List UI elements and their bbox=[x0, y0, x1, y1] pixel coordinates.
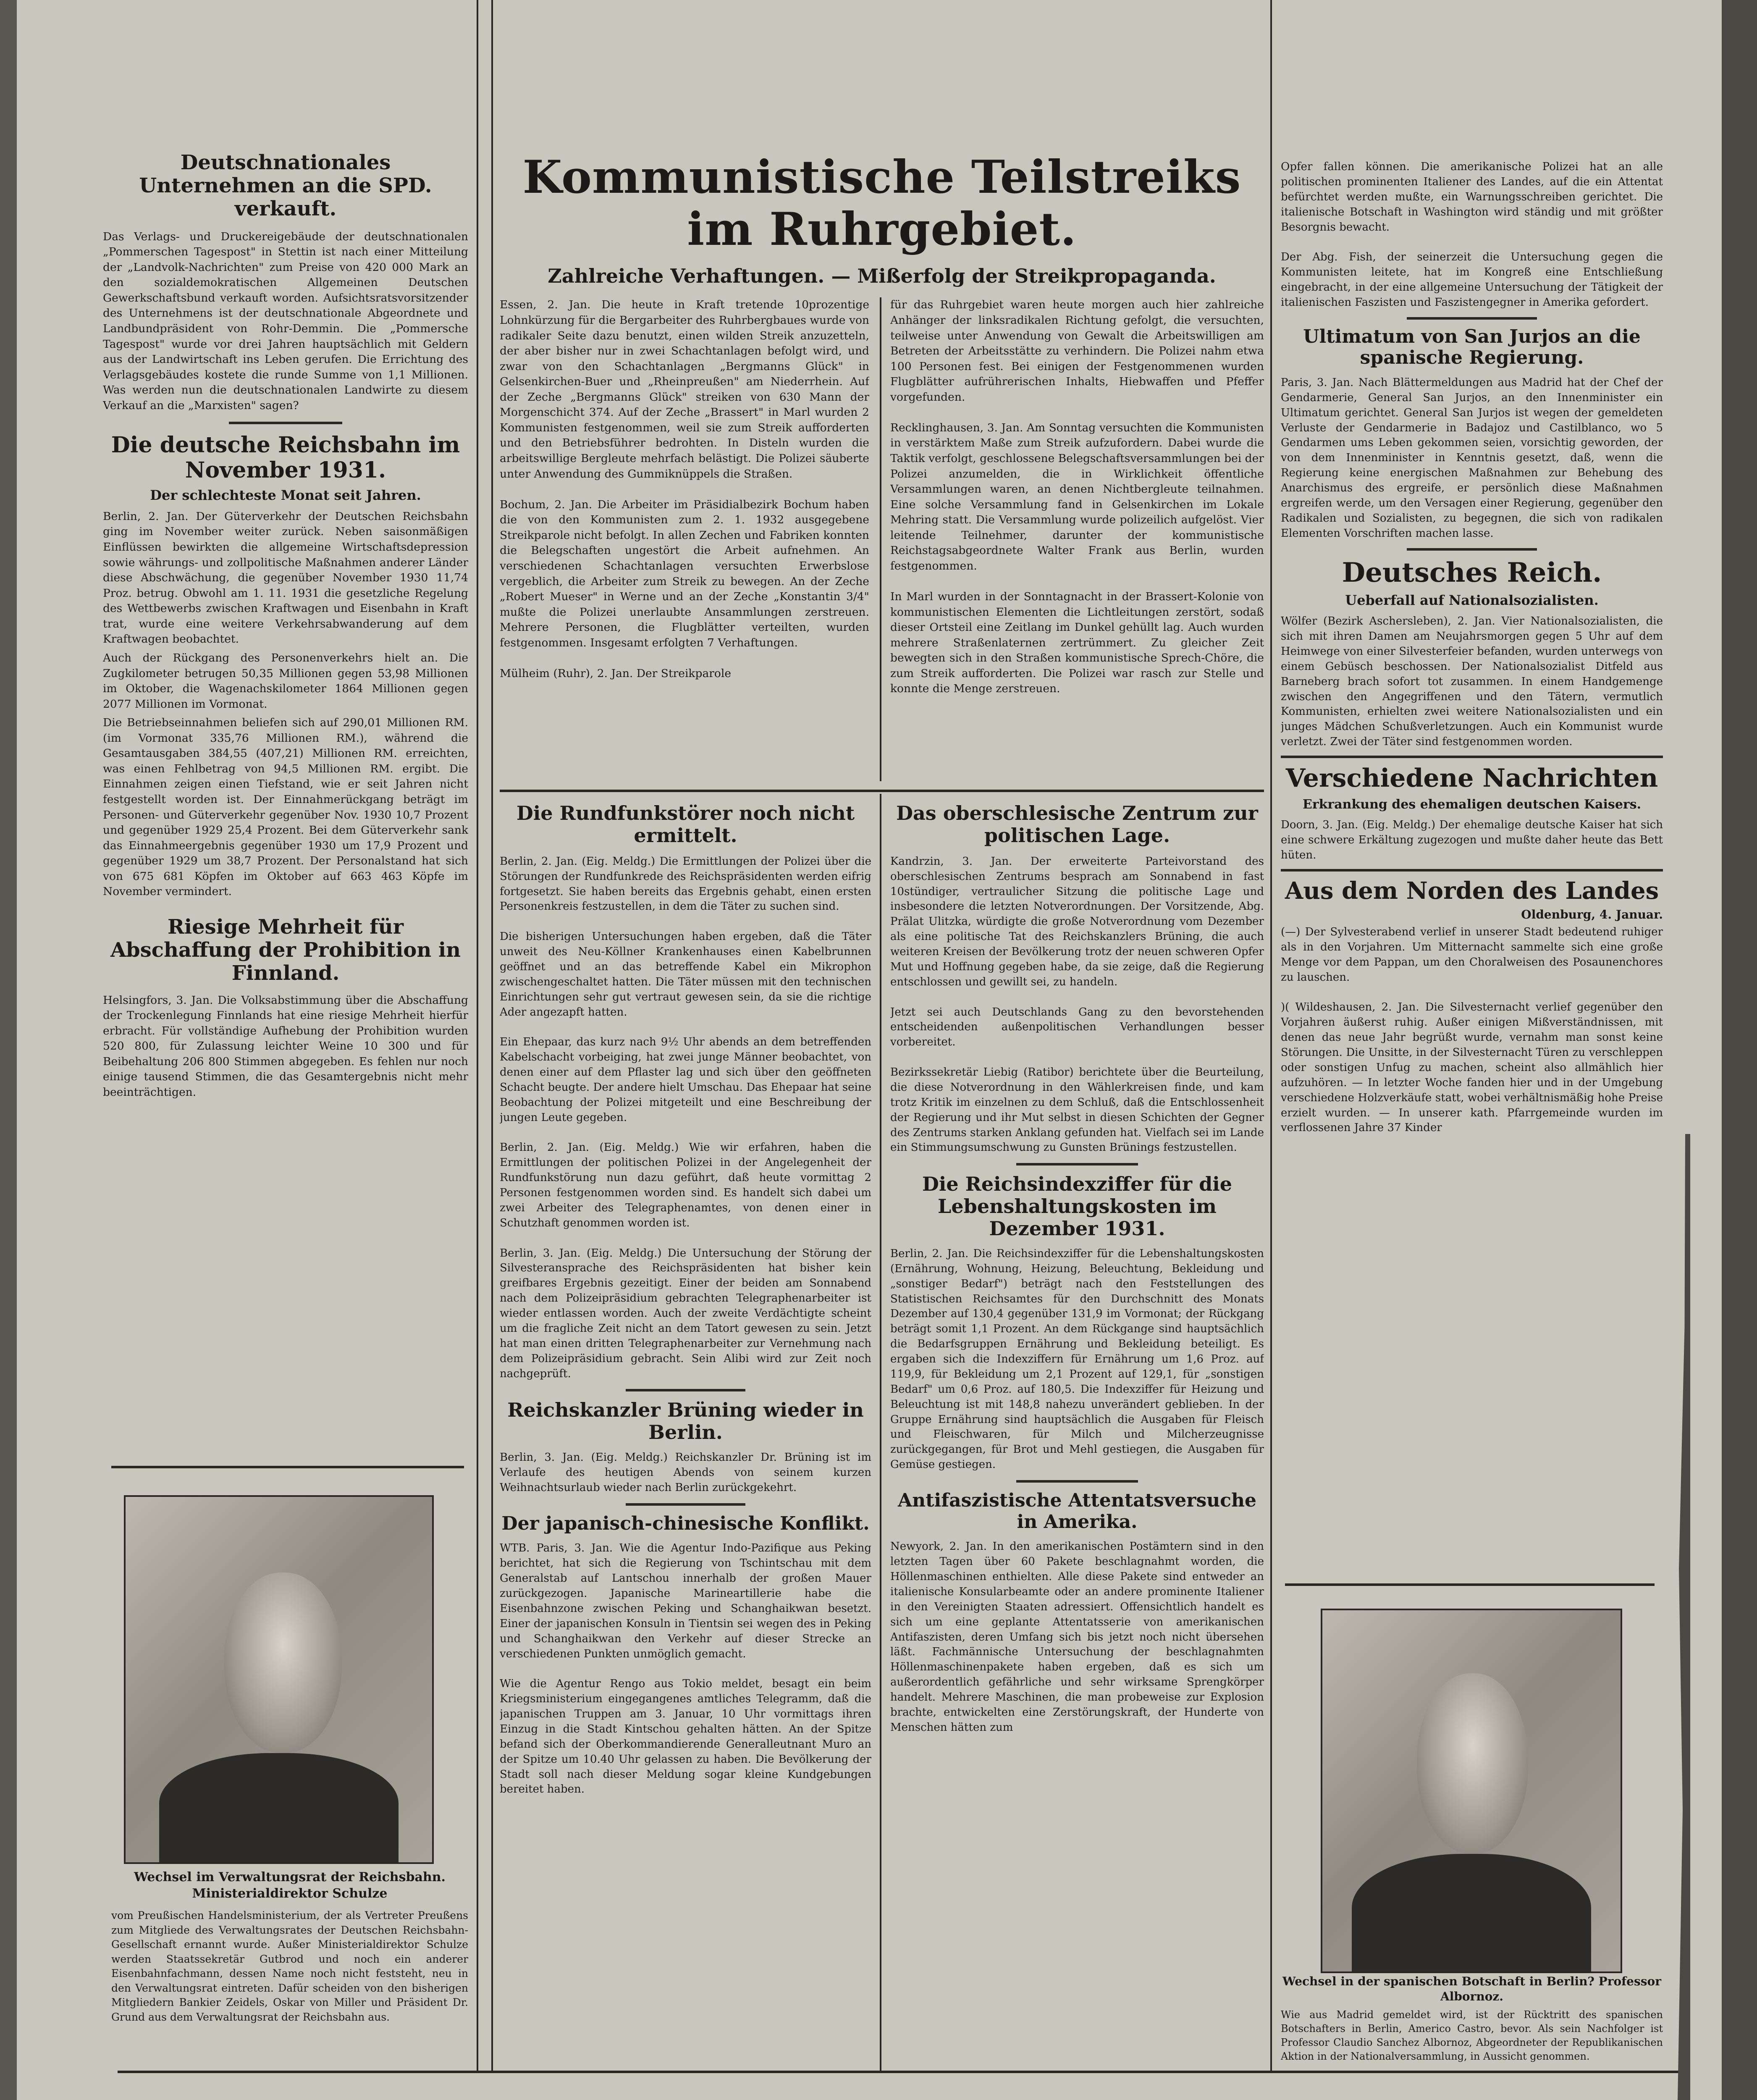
article-headline: Die deutsche Reichsbahn im November 1931. bbox=[111, 432, 460, 483]
article-divider bbox=[1407, 548, 1537, 551]
left-photo-text bbox=[111, 1869, 468, 2071]
right-photo-text bbox=[1281, 1974, 1663, 2071]
article-body: Das Verlags- und Druckereigebäude der deutschnationalen „Pommerschen Tagespost" in Stettin ist nach einer Mitteilung der „Landvolk-Nachrichten" zum Preise von 420 000 Mark an den sozialdemokratischen Allgemeinen Deutschen Gewerkschaftsbund verkauft worden. Aufsichtsratsvorsitzender des Unternehmens ist der deutschnationale Abgeordnete und Landbundpräsident von Rohr-Demmin. Die „Pommersche Tagespost" wurde vor drei Jahren hauptsächlich mit Geldern aus der Landwirtschaft ins Leben gerufen. Die Errichtung des Verlagsgebäudes kostete die runde Summe von 1,1 Millionen. Was werden nun die deutschnationalen Landwirte zu diesem Verkauf an die „Marxisten" sagen? bbox=[103, 230, 468, 412]
column-rule bbox=[491, 0, 493, 2071]
article-body: für das Ruhrgebiet waren heute morgen auch hier zahlreiche Anhänger der linksradikalen Richtung gefolgt, die versuchten, teilweise unter Anwendung von Gewalt die Arbeitswilligen am Betreten der Arbeitsstätte zu verhindern. Die Polizei nahm etwa 100 Personen fest. Bei einigen der Festgenommenen wurden Flugblätter aufrührerischen Inhalts, Hiebwaffen und Pfeffer vorgefunden. Recklinghausen, 3. Jan. Am Sonntag versuchten die Kommunisten in verstärktem Maße zum Streik aufzufordern. Dabei wurde die Taktik verfolgt, geschlossene Belegschaftsversammlungen bei der Polizei anzumelden, die in Wirklichkeit öffentliche Versammlungen waren, an denen Nichtbergleute teilnahmen. Eine solche Versammlung fand in Gelsenkirchen im Lokale Mehring statt. Die Versammlung wurde polizeilich aufgelöst. Vier leitende Teilnehmer, darunter der kommunistische Reichstagsabgeordnete Walter Frank aus Berlin, wurden festgenommen. In Marl wurden in der Sonntagnacht in der Brassert-Kolonie von kommunistischen Elementen die Lichtleitungen zerstört, sodaß dieser Ortsteil eine Zeitlang im Dunkel gehüllt lag. Auch wurden mehrere Straßenlaternen zertrümmert. Zu gleicher Zeit bewegten sich in den Straßen kommunistische Sprech-Chöre, die zum Streik aufforderten. Die Polizei war rasch zur Stelle und konnte die Menge zerstreuen. bbox=[890, 298, 1264, 696]
column-rule bbox=[1270, 0, 1272, 2071]
article-divider bbox=[229, 422, 342, 424]
newspaper-page bbox=[17, 0, 1722, 2100]
article-body: Kandrzin, 3. Jan. Der erweiterte Parteivorstand des oberschlesischen Zentrums besprach am Sonnabend in fast 10stündiger, vertraulicher Sitzung die politische Lage und insbesondere die letzten Notverordnungen. Der Vorsitzende, Abg. Prälat Ulitzka, würdigte die große Notverordnung vom Dezember als eine politische Tat des Reichskanzlers Brüning, die auch weiteren Kreisen der Bevölkerung trotz der neuen schweren Opfer Mut und Hoffnung gegeben habe, da sie zeige, daß die Regierung entschlossen und gewillt sei, zu handeln. Jetzt sei auch Deutschlands Gang zu den bevorstehenden entscheidenden außenpolitischen Verhandlungen besser vorbereitet. Bezirkssekretär Liebig (Ratibor) berichtete über die Beurteilung, die diese Notverordnung in den Wählerkreisen finde, und kam trotz Kritik im einzelnen zu dem Schluß, daß die Entschlossenheit der Regierung und ihr Mut selbst in diesen Schichten der Gegner des Zentrums starken Anklang gefunden hat. Vielfach sei im Lande ein Stimmungsumschwung zu Gunsten Brünings festzustellen. bbox=[890, 855, 1264, 1154]
article-body: Berlin, 2. Jan. (Eig. Meldg.) Die Ermittlungen der Polizei über die Störungen der Rundfunkrede des Reichspräsidenten werden eifrig fortgesetzt. Sie haben bereits das Ergebnis gehabt, einen ersten Personenkreis festzustellen, in dem die Täter zu suchen sind. Die bisherigen Untersuchungen haben ergeben, daß die Täter unweit des Neu-Köllner Krankenhauses einen Kabelbrunnen geöffnet und an das betreffende Kabel ein Mikrophon zwischengeschaltet hatten. Die Täter müssen mit den technischen Einrichtungen sehr gut vertraut gewesen sein, da sie die richtige Ader angezapft hatten. Ein Ehepaar, das kurz nach 9½ Uhr abends an dem betreffenden Kabelschacht vorbeiging, hat zwei junge Männer beobachtet, von denen einer auf dem Pflaster lag und sich über den geöffneten Schacht beugte. Der andere hielt Umschau. Das Ehepaar hat seine Beobachtung der Polizei mitgeteilt und eine Beschreibung der jungen Leute gegeben. Berlin, 2. Jan. (Eig. Meldg.) Wie wir erfahren, haben die Ermittlungen der politischen Polizei in der Angelegenheit der Rundfunkstörung nun dazu geführt, daß heute vormittag 2 Personen festgenommen worden sind. Es handelt sich dabei um zwei Arbeiter des Telegraphenamtes, von denen einer in Schutzhaft genommen worden ist. Berlin, 3. Jan. (Eig. Meldg.) Die Untersuchung der Störung der Silvesteransprache des Reichspräsidenten hat bisher kein greifbares Ergebnis gezeitigt. Einer der beiden am Sonnabend nach dem Polizeipräsidium gebrachten Telegraphenarbeiter ist wieder entlassen worden. Auch der zweite Verdächtigte scheint um die fragliche Zeit nicht an dem Tatort gewesen zu sein. Jetzt hat man einen dritten Telegraphenarbeiter zur Vernehmung nach dem Polizeipräsidium gebracht. Sein Alibi wird zur Zeit noch nachgeprüft. bbox=[500, 855, 871, 1380]
photo-caption: Wechsel in der spanischen Botschaft in Berlin? Professor Albornoz. bbox=[1282, 1974, 1661, 2004]
left-column bbox=[103, 151, 468, 1462]
article-subheadline: Erkrankung des ehemaligen deutschen Kaisers. bbox=[1302, 797, 1642, 812]
ad-top-border bbox=[118, 2071, 1688, 2073]
banner-headline: Kommunistische Teilstreiks im Ruhrgebiet. bbox=[522, 151, 1241, 256]
article-divider bbox=[1281, 869, 1663, 872]
article-body: (—) Der Sylvesterabend verlief in unserer Stadt bedeutend ruhiger als in den Vorjahren. Um Mitternacht sammelte sich eine große Menge vor dem Pappan, um den Choralweisen des Posaunenchores zu lauschen. )( Wildeshausen, 2. Jan. Die Silvesternacht verlief gegenüber den Vorjahren äußerst ruhig. Außer einigen Mißverständnissen, mit denen das neue Jahr begrüßt wurde, vernahm man sonst keine Störungen. Die Unsitte, in der Silvesternacht Türen zu verschleppen oder sonstigen Unfug zu machen, scheint also allmählich hier aufzuhören. — In letzter Woche fanden hier und in der Umgebung verschiedene Holzverkäufe statt, wobei verhältnismäßig hohe Preise erzielt wurden. — In unserer kath. Pfarrgemeinde wurden im verflossenen Jahre 37 Kinder bbox=[1281, 926, 1663, 1134]
portrait-face bbox=[1417, 1673, 1528, 1854]
photo-caption: Wechsel im Verwaltungsrat der Reichsbahn. Ministerialdirektor Schulze bbox=[134, 1870, 446, 1901]
article-divider bbox=[626, 1389, 745, 1391]
portrait-photo-albornoz bbox=[1321, 1609, 1622, 1973]
photo-body: Wie aus Madrid gemeldet wird, ist der Rücktritt des spanischen Botschafters in Berlin, Americo Castro, bevor. Als sein Nachfolger ist Professor Claudio Sanchez Albornoz, Abgeordneter der Republikanischen Aktion in der Nationalversammlung, in Aussicht genommen. bbox=[1281, 2008, 1663, 2063]
article-body: Newyork, 2. Jan. In den amerikanischen Postämtern sind in den letzten Tagen über 60 Pakete beschlagnahmt worden, die Höllenmaschinen enthielten. Alle diese Pakete sind entweder an italienische Konsularbeamte oder an andere prominente Italiener in den Vereinigten Staaten adressiert. Offensichtlich handelt es sich um eine geplante Attentatsserie von amerikanischen Antifaszisten, deren Umfang sich bis jetzt noch nicht übersehen läßt. Fachmännische Untersuchung der beschlagnahmten Höllenmaschinenpakete haben ergeben, daß es sich um außerordentlich gefährliche und sehr wirksame Sprengkörper handelt. Mehrere Maschinen, die man probeweise zur Explosion brachte, entwickelten eine Zerstörungskraft, der Hunderte von Menschen hätten zum bbox=[890, 1540, 1264, 1734]
article-headline: Das oberschlesische Zentrum zur politischen Lage. bbox=[896, 802, 1258, 847]
article-body: Paris, 3. Jan. Nach Blättermeldungen aus Madrid hat der Chef der Gendarmerie, General San Jurjos, an den Innenminister ein Ultimatum gerichtet. General San Jurjos ist wegen der gemeldeten Verluste der Gendarmerie in Badajoz und Castilblanco, wo 5 Gendarmen ums Leben gekommen seien, vorsichtig geworden, der von dem Innenminister in Kenntnis gesetzt, daß, wenn die Regierung keine energischen Maßnahmen zur Behebung des Anarchismus des ergreife, er persönlich diese Maßnahmen ergreifen werde, um den Versagen einer Regierung, gegenüber den Radikalen und Sozialisten, zu begegnen, die sich von radikalen Elementen Vorschriften machen lasse. bbox=[1281, 376, 1663, 540]
portrait-photo-schulze bbox=[124, 1495, 434, 1864]
article-headline: Antifaszistische Attentatsversuche in Amerika. bbox=[898, 1490, 1256, 1533]
article-headline: Ultimatum von San Jurjos an die spanische Regierung. bbox=[1303, 326, 1641, 369]
banner-subheadline: Zahlreiche Verhaftungen. — Mißerfolg der Streikpropaganda. bbox=[548, 265, 1216, 288]
section-divider bbox=[111, 1466, 464, 1468]
article-body: Doorn, 3. Jan. (Eig. Meldg.) Der ehemalige deutsche Kaiser hat sich eine schwere Erkältung zugezogen und mußte daher heute das Bett hüten. bbox=[1281, 819, 1663, 861]
kaffee-hag-advertisement bbox=[17, 2083, 1722, 2100]
right-column bbox=[1281, 160, 1663, 1609]
dateline: Oldenburg, 4. Januar. bbox=[1521, 908, 1663, 922]
portrait-face bbox=[224, 1572, 342, 1753]
center-top bbox=[500, 151, 1264, 781]
article-divider bbox=[1281, 756, 1663, 758]
article-body: Berlin, 3. Jan. (Eig. Meldg.) Reichskanzler Dr. Brüning ist im Verlaufe des heutigen Abends von seinem kurzen Weihnachtsurlaub wieder nach Berlin zurückgekehrt. bbox=[500, 1451, 871, 1494]
article-body: Wölfer (Bezirk Aschersleben), 2. Jan. Vier Nationalsozialisten, die sich mit ihren Damen am Neujahrsmorgen gegen 5 Uhr auf dem Heimwege von einer Silvesterfeier befanden, wurden unterwegs von einem Gebüsch beschossen. Der Nationalsozialist Ditfeld aus Barneberg brach sofort tot zusammen. In einem Handgemenge zwischen den Angegriffenen und den Tätern, vermutlich Kommunisten, erhielten zwei weitere Nationalsozialisten und ein junges Mädchen Schußverletzungen. Auch ein Kommunist wurde verletzt. Zwei der Täter sind festgenommen worden. bbox=[1281, 615, 1663, 748]
article-subheadline: Ueberfall auf Nationalsozialisten. bbox=[1345, 592, 1599, 609]
section-divider bbox=[1285, 1583, 1655, 1586]
article-divider bbox=[1016, 1163, 1138, 1166]
section-divider bbox=[500, 790, 1264, 792]
middle-column-2 bbox=[890, 802, 1264, 2066]
section-headline: Deutsches Reich. bbox=[1342, 556, 1602, 588]
portrait-coat bbox=[159, 1753, 399, 1862]
paper-tear bbox=[1678, 1134, 1690, 2100]
middle-column-1 bbox=[500, 802, 871, 2066]
page-edge bbox=[1722, 0, 1757, 2100]
article-headline: Deutschnationales Unternehmen an die SPD. verkauft. bbox=[139, 151, 432, 221]
article-divider bbox=[1407, 317, 1537, 320]
article-paragraph: Die Betriebseinnahmen beliefen sich auf 290,01 Millionen RM. (im Vormonat 335,76 Millionen RM.), während die Gesamtausgaben 384,55 (407,21) Millionen RM. erreichten, was einen Fehlbetrag von 94,5 Millionen RM. ergibt. Die Einnahmen zeigen einen Tiefstand, wie er seit Jahren nicht festgestellt worden ist. Der Einnahmerückgang beträgt im Personen- und Güterverkehr gegenüber Nov. 1930 10,7 Prozent und gegenüber 1929 25,4 Prozent. Bei dem Güterverkehr sank das Einnahmeergebnis gegenüber 1930 um 17,9 Prozent und gegenüber 1929 um 38,7 Prozent. Der Personalstand hat sich von 675 681 Köpfen im Oktober auf 663 463 Köpfe im November vermindert. bbox=[103, 716, 468, 898]
article-headline: Reichskanzler Brüning wieder in Berlin. bbox=[507, 1399, 864, 1444]
article-subheadline: Der schlechteste Monat seit Jahren. bbox=[150, 487, 421, 503]
article-body: Helsingfors, 3. Jan. Die Volksabstimmung über die Abschaffung der Trockenlegung Finnlands hat eine riesige Mehrheit hierfür erbracht. Für vollständige Aufhebung der Prohibition wurden 520 800, für Zulassung leichter Weine 10 300 und für Beibehaltung 206 800 Stimmen abgegeben. Es fehlen nur noch einige tausend Stimmen, die das Gesamtergebnis nicht mehr beeinträchtigen. bbox=[103, 993, 468, 1099]
article-headline: Der japanisch-chinesische Konflikt. bbox=[501, 1512, 870, 1534]
article-paragraph: Berlin, 2. Jan. Der Güterverkehr der Deutschen Reichsbahn ging im November weiter zurück. Neben saisonmäßigen Einflüssen bewirkten die allgemeine Wirtschaftsdepression sowie währungs- und zollpolitische Maßnahmen anderer Länder diese Abschwächung, die gegenüber November 1930 11,74 Proz. betrug. Obwohl am 1. 11. 1931 die gesetzliche Regelung des Wettbewerbs zwischen Kraftwagen und Eisenbahn in Kraft trat, wurde eine weitere Verkehrsabwanderung auf dem Kraftwagen beobachtet. bbox=[103, 509, 468, 646]
article-continuation: Opfer fallen können. Die amerikanische Polizei hat an alle politischen prominenten Italiener des Landes, auf die ein Attentat befürchtet werden mußte, ein Warnungsschreiben gerichtet. Die italienische Botschaft in Washington wird ständig und mit größter Besorgnis bewacht. Der Abg. Fish, der seinerzeit die Untersuchung gegen die Kommunisten leitete, hat im Kongreß eine Entschließung eingebracht, in der eine allgemeine Untersuchung der Tätigkeit der italienischen Faszisten und Faszistengegner in Amerika gefordert. bbox=[1281, 160, 1663, 309]
article-paragraph: Auch der Rückgang des Personenverkehrs hielt an. Die Zugkilometer betrugen 50,35 Millionen gegen 53,98 Millionen im Oktober, die Wagenachskilometer 1864 Millionen gegen 2077 Millionen im Vormonat. bbox=[103, 651, 468, 711]
photo-body: vom Preußischen Handelsministerium, der als Vertreter Preußens zum Mitgliede des Verwaltungsrates der Deutschen Reichsbahn-Gesellschaft ernannt wurde. Außer Ministerialdirektor Schulze werden Staatssekretär Gutbrod und noch ein anderer Eisenbahnfachmann, dessen Name noch nicht feststeht, neu in den Verwaltungsrat eintreten. Dafür scheiden von den bisherigen Mitgliedern Bankier Zeidels, Oskar von Miller und Präsident Dr. Grund aus dem Verwaltungsrat der Reichsbahn aus. bbox=[111, 1909, 468, 2023]
article-headline: Riesige Mehrheit für Abschaffung der Prohibition in Finnland. bbox=[110, 915, 461, 985]
column-rule bbox=[477, 0, 478, 2071]
article-headline: Die Reichsindexziffer für die Lebenshaltungskosten im Dezember 1931. bbox=[922, 1173, 1232, 1240]
section-headline: Aus dem Norden des Landes bbox=[1285, 877, 1659, 905]
portrait-coat bbox=[1352, 1854, 1591, 1971]
article-divider bbox=[626, 1503, 745, 1506]
article-headline: Die Rundfunkstörer noch nicht ermittelt. bbox=[516, 802, 855, 847]
section-headline: Verschiedene Nachrichten bbox=[1285, 764, 1658, 793]
article-body: Berlin, 2. Jan. Die Reichsindexziffer für die Lebenshaltungskosten (Ernährung, Wohnung, Heizung, Beleuchtung, Bekleidung und „sonstiger Bedarf") beträgt nach den Feststellungen des Statistischen Reichsamtes für den Durchschnitt des Monats Dezember auf 130,4 gegenüber 131,9 im Vormonat; der Rückgang beträgt somit 1,1 Prozent. An dem Rückgange sind hauptsächlich die Bedarfsgruppen Ernährung und Bekleidung beteiligt. Es ergaben sich die Indexziffern für Ernährung um 1,6 Proz. auf 119,9, für Bekleidung um 2,1 Prozent auf 129,1, für „sonstigen Bedarf" um 0,6 Proz. auf 180,5. Die Indexziffer für Heizung und Beleuchtung ist mit 148,8 nahezu unverändert geblieben. In der Gruppe Ernährung sind hauptsächlich die Ausgaben für Fleisch und Fleischwaren, für Milch und Milcherzeugnisse zurückgegangen, für Brot und Mehl gestiegen, die Ausgaben für Gemüse gestiegen. bbox=[890, 1247, 1264, 1471]
article-body: Essen, 2. Jan. Die heute in Kraft tretende 10prozentige Lohnkürzung für die Bergarbeiter des Ruhrbergbaues wurde von radikaler Seite dazu benutzt, einen wilden Streik anzuzetteln, der aber bisher nur in zwei Schachtanlagen befolgt wird, und zwar von den Schachtanlagen „Bergmanns Glück" in Gelsenkirchen-Buer und „Rheinpreußen" am Niederrhein. Auf der Zeche „Bergmanns Glück" streiken von 630 Mann der Morgenschicht 374. Auf der Zeche „Brassert" in Marl wurden 2 Kommunisten festgenommen, weil sie zum Streik aufforderten und den Betriebsführer bedrohten. In Disteln wurden die arbeitswillige Bergleute mehrfach belästigt. Die Polizei säuberte unter Anwendung des Gummiknüppels die Straßen. Bochum, 2. Jan. Die Arbeiter im Präsidialbezirk Bochum haben die von den Kommunisten zum 2. 1. 1932 ausgegebene Streikparole nicht befolgt. In allen Zechen und Fabriken konnten die Belegschaften ungestört die Arbeit aufnehmen. An verschiedenen Schachtanlagen versuchten Erwerbslose vergeblich, die Arbeiter zum Streik zu bewegen. An der Zeche „Robert Mueser" in Werne und an der Zeche „Konstantin 3/4" mußte die Polizei unerlaubte Ansammlungen zerstreuen. Mehrere Personen, die Flugblätter verteilten, wurden festgenommen. Insgesamt erfolgten 7 Verhaftungen. Mülheim (Ruhr), 2. Jan. Der Streikparole bbox=[500, 298, 869, 680]
article-divider bbox=[1016, 1480, 1138, 1483]
ad-headline-end bbox=[1245, 2087, 1650, 2100]
column-rule bbox=[880, 297, 881, 781]
ad-headline bbox=[113, 2087, 1667, 2100]
column-rule bbox=[880, 794, 881, 2071]
article-body: WTB. Paris, 3. Jan. Wie die Agentur Indo-Pazifique aus Peking berichtet, hat sich die Regierung von Tschintschau mit dem Generalstab auf Lantschou innerhalb der großen Mauer zurückgezogen. Japanische Marineartillerie habe die Eisenbahnzone zwischen Peking und Schanghaikwan besetzt. Einer der japanischen Konsuln in Tientsin sei wegen des in Peking und Schanghaikwan den Verkehr auf dieser Strecke an verschiedenen Punkten unmöglich gemacht. Wie die Agentur Rengo aus Tokio meldet, besagt ein beim Kriegsministerium eingegangenes amtliches Telegramm, daß die japanischen Truppen am 3. Januar, 10 Uhr vormittags ihren Einzug in die Stadt Kintschou gehalten hätten. An der Spitze befand sich der Oberkommandierende Generalleutnant Muro an der Spitze um 10.40 Uhr gelassen zu haben. Die Bevölkerung der Stadt soll nach dieser Meldung sogar kleine Kundgebungen bereitet haben. bbox=[500, 1542, 871, 1796]
